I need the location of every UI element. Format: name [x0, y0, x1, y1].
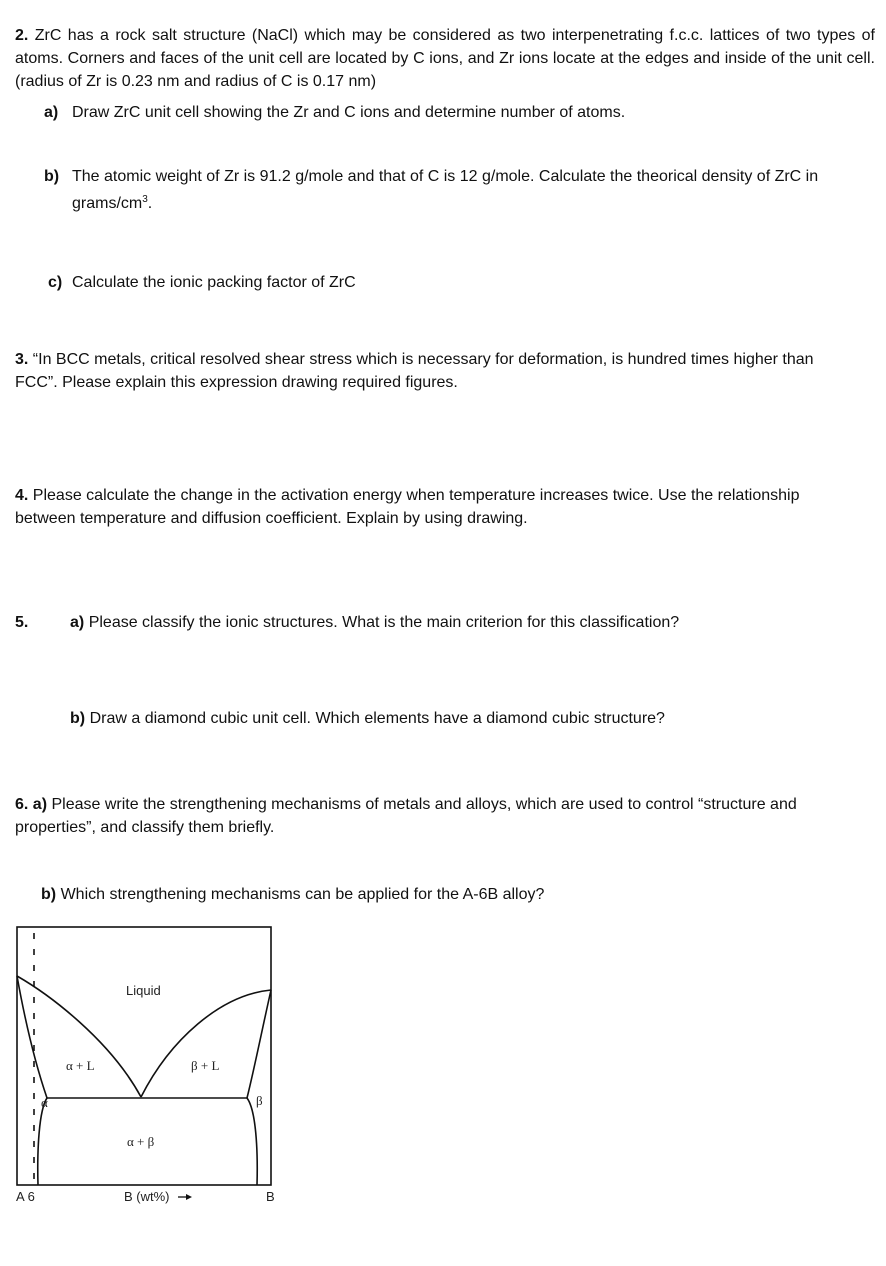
axis-arrow-icon — [178, 1194, 192, 1200]
label-alpha: α — [41, 1095, 48, 1110]
q6b-label: b) — [41, 886, 57, 903]
question-2-line-1: ZrC has a rock salt structure (NaCl) which may be considered as two interpenetrating f.c.c. lattices of two types — [34, 27, 856, 44]
q5b-text: Draw a diamond cubic unit cell. Which elements have a diamond cubic structure? — [89, 710, 665, 727]
q5b-label: b) — [70, 710, 86, 727]
q5a-label: a) — [70, 614, 85, 631]
question-4-line-2: between temperature and diffusion coefficient. Explain by using drawing. — [15, 510, 528, 527]
question-6-number: 6. a) — [15, 796, 48, 813]
label-alpha-liquid: α + L — [66, 1058, 95, 1073]
q2a-text: Draw ZrC unit cell showing the Zr and C ions and determine number of atoms. — [72, 104, 626, 121]
q2b-label: b) — [44, 168, 60, 185]
solvus-left — [38, 1098, 47, 1185]
q2c-label: c) — [48, 274, 63, 291]
q2a-label: a) — [44, 104, 59, 121]
label-beta-liquid: β + L — [191, 1058, 220, 1073]
liquidus-left — [17, 976, 141, 1097]
solvus-right — [247, 1098, 257, 1185]
solidus-right — [247, 990, 271, 1098]
q5a-text: Please classify the ionic structures. What is the main criterion for this classification? — [88, 614, 680, 631]
label-beta: β — [256, 1093, 263, 1108]
solidus-left — [17, 976, 47, 1098]
q2b-period: . — [147, 195, 153, 212]
question-2-line-3: unit cell. (radius of Zr is 0.23 nm and radius of C is 0.17 nm) — [15, 50, 875, 90]
q2c-text: Calculate the ionic packing factor of ZrC — [72, 274, 356, 291]
question-4-text-1: Please calculate the change in the activation energy when temperature increases twice. Use the relationship — [32, 487, 800, 504]
axis-label-b: B — [266, 1189, 275, 1204]
question-3-number: 3. — [15, 351, 29, 368]
label-liquid: Liquid — [126, 983, 161, 998]
q2b-superscript: 3 — [142, 194, 148, 205]
question-2-line-2: of atoms. Corners and faces of the unit cell are located by C ions, and Zr ions locate at the edges and inside of the — [15, 27, 875, 67]
question-5-number: 5. — [15, 614, 29, 631]
label-alpha-beta: α + β — [127, 1134, 155, 1149]
q2b-text-1: The atomic weight of Zr is 91.2 g/mole and that of C is 12 g/mole. Calculate the theorical density of ZrC in — [72, 168, 819, 185]
q6a-text-1: Please write the strengthening mechanisms of metals and alloys, which are used to control “structure and — [51, 796, 797, 813]
question-4-number: 4. — [15, 487, 29, 504]
q6a-line-2: properties”, and classify them briefly. — [15, 819, 275, 836]
q2b-unit: grams/cm — [72, 195, 143, 212]
axis-label-b-wt: B (wt%) — [124, 1189, 170, 1204]
axis-label-a6: A 6 — [16, 1189, 35, 1204]
q6b-text: Which strengthening mechanisms can be applied for the A-6B alloy? — [60, 886, 545, 903]
question-2-number: 2. — [15, 27, 29, 44]
question-3-text-1: “In BCC metals, critical resolved shear stress which is necessary for deformation, is hundred times higher than — [32, 351, 814, 368]
question-3-line-2: FCC”. Please explain this expression drawing required figures. — [15, 374, 458, 391]
